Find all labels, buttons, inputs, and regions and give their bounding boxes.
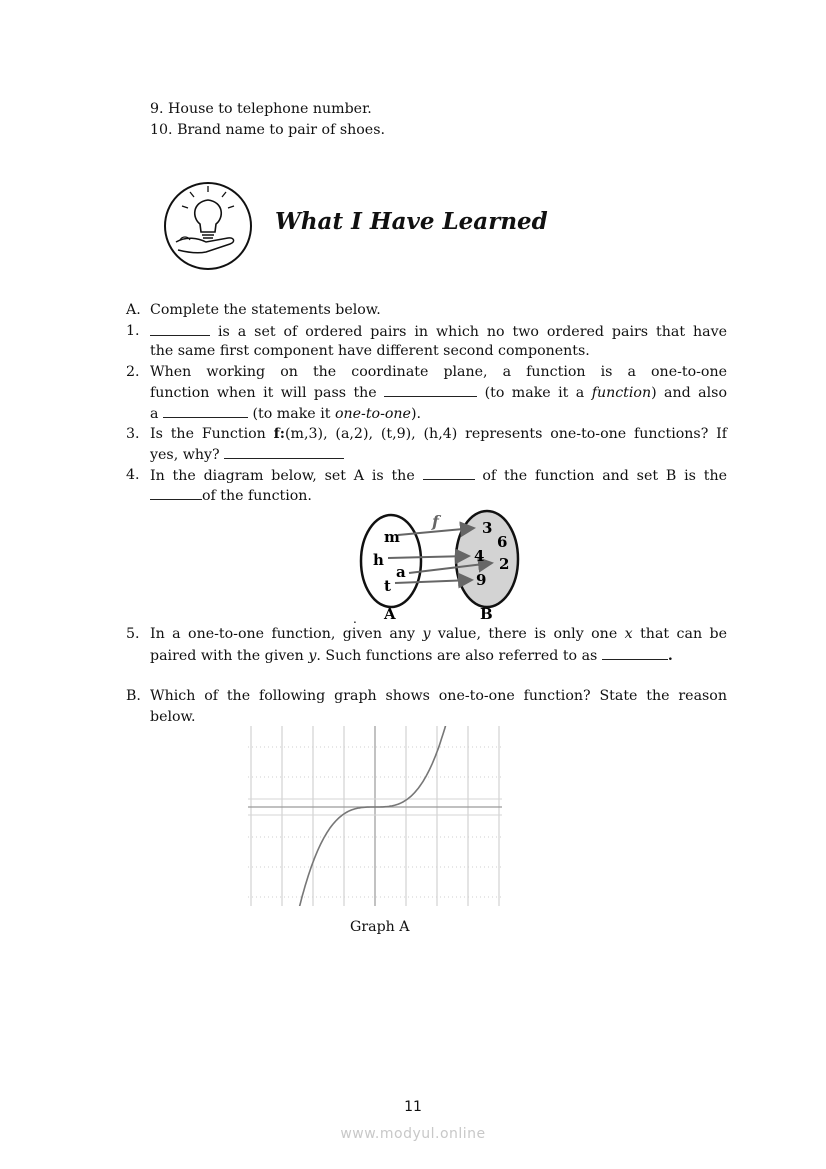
q2-line2: function when it will pass the (to make it a function) and also [150,382,727,403]
answer-blank[interactable] [163,403,248,418]
q3-line1: Is the Function f:(m,3), (a,2), (t,9), (h,4) represents one-to-one functions? If [150,426,728,442]
answer-blank[interactable] [384,382,477,397]
q1-line1: is a set of ordered pairs in which no two ordered pairs that have [150,321,727,342]
domain-m: m [384,528,400,546]
q5-line2: paired with the given y. Such functions are also referred to as . [150,645,673,666]
watermark: www.modyul.online [340,1126,486,1142]
graph-a [248,726,502,906]
answer-blank[interactable] [224,444,344,459]
f-label: f [432,512,439,531]
q1-line2: the same first component have different second components. [150,343,590,359]
range-2: 2 [499,555,510,573]
mapping-diagram [350,505,530,627]
answer-blank[interactable] [150,485,202,500]
part-b-label: B. [126,688,141,704]
q2-line1: When working on the coordinate plane, a function is a one-to-one [150,364,727,380]
q2-line3: a (to make it one-to-one). [150,403,421,424]
q4-line1: In the diagram below, set A is the of the function and set B is the [150,465,727,486]
q4-number: 4. [126,467,140,483]
q5-number: 5. [126,626,140,642]
part-a-instruction: Complete the statements below. [150,302,381,318]
domain-t: t [384,577,391,595]
q2-number: 2. [126,364,140,380]
answer-blank[interactable] [150,321,210,336]
page-number: 11 [404,1099,422,1115]
section-title: What I Have Learned [275,208,548,235]
range-6: 6 [497,533,508,551]
part-b-line2: below. [150,709,196,725]
range-9: 9 [476,571,487,589]
domain-h: h [373,551,384,569]
lightbulb-hand-icon [162,180,254,272]
domain-a: a [396,563,406,581]
q3-number: 3. [126,426,140,442]
part-a-label: A. [126,302,141,318]
q3-line2: yes, why? [150,444,344,465]
part-b-line1: Which of the following graph shows one-to-one function? State the reason [150,688,727,704]
set-b-label: B [480,605,493,623]
prev-item-9: 9. House to telephone number. [150,101,372,117]
q4-line2: of the function. [150,485,312,506]
range-4: 4 [474,547,485,565]
range-3: 3 [482,519,493,537]
set-a-label: A [384,605,396,623]
answer-blank[interactable] [602,645,668,660]
answer-blank[interactable] [423,465,475,480]
q5-line1: In a one-to-one function, given any y value, there is only one x that can be [150,626,727,642]
graph-a-svg [248,726,502,906]
prev-item-10: 10. Brand name to pair of shoes. [150,122,385,138]
stray-dot: . [353,612,357,626]
q1-number: 1. [126,323,140,339]
graph-a-caption: Graph A [350,919,410,935]
